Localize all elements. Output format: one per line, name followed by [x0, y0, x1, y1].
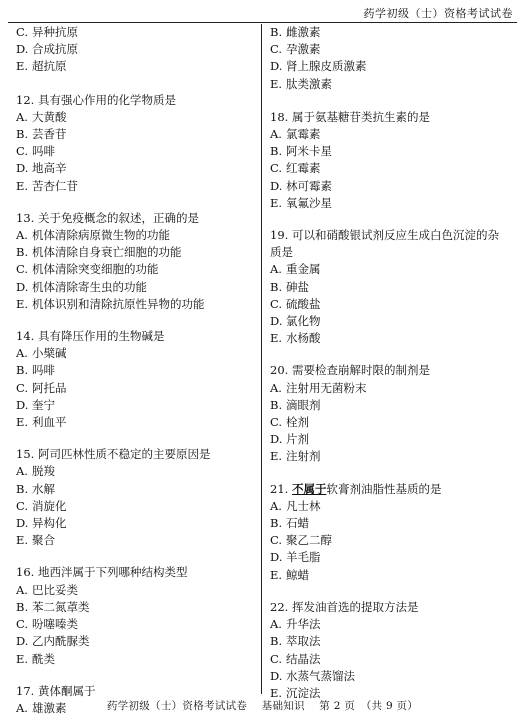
answer-option	[270, 380, 510, 397]
answer-option	[16, 481, 255, 498]
question-11-tail	[16, 24, 255, 76]
option-letter: E.	[270, 76, 283, 91]
option-letter: D.	[16, 516, 29, 531]
answer-option	[16, 515, 255, 532]
answer-option	[16, 633, 255, 650]
option-letter: C.	[16, 25, 29, 39]
option-text: 注射用无菌粉末	[286, 380, 367, 395]
answer-option	[270, 651, 510, 668]
question-13	[16, 210, 255, 313]
option-letter: E.	[16, 415, 29, 430]
answer-option	[270, 279, 510, 296]
answer-option	[270, 431, 510, 448]
option-letter: C.	[270, 42, 283, 57]
option-text: 合成抗原	[32, 42, 78, 57]
answer-option	[16, 58, 255, 75]
right-column	[262, 24, 516, 700]
question-stem: 15. 阿司匹林性质不稳定的主要原因是	[16, 447, 211, 462]
option-letter: C.	[270, 161, 283, 176]
option-letter: A.	[16, 228, 28, 243]
option-letter: E.	[270, 449, 283, 464]
answer-option	[16, 532, 255, 549]
option-letter: C.	[270, 651, 283, 666]
option-letter: B.	[270, 516, 283, 531]
option-text: 机体清除自身衰亡细胞的功能	[32, 245, 182, 260]
header-rule	[8, 22, 517, 23]
option-letter: B.	[270, 144, 283, 159]
option-text: 片剂	[286, 432, 309, 447]
option-text: 栓剂	[286, 415, 309, 430]
option-text: 重金属	[286, 262, 321, 277]
question-stem: 20. 需要检查崩解时限的制剂是	[270, 363, 430, 378]
question-number: 21.	[270, 481, 292, 496]
option-letter: D.	[270, 59, 283, 74]
option-text: 聚合	[32, 533, 55, 548]
answer-option	[16, 414, 255, 431]
option-text: 凡士林	[286, 498, 321, 513]
answer-option	[270, 261, 510, 278]
option-text: 乙内酰脲类	[32, 634, 90, 649]
answer-option	[16, 599, 255, 616]
option-text: 吗啡	[32, 363, 55, 378]
answer-option	[16, 651, 255, 668]
answer-option	[16, 345, 255, 362]
answer-option	[270, 160, 510, 177]
option-letter: B.	[16, 599, 29, 614]
option-letter: C.	[16, 144, 29, 159]
option-letter: C.	[270, 533, 283, 548]
option-text: 机体清除病原微生物的功能	[32, 228, 170, 243]
answer-option	[16, 227, 255, 244]
answer-option	[16, 397, 255, 414]
answer-option	[270, 41, 510, 58]
option-letter: D.	[16, 42, 29, 57]
answer-option	[270, 616, 510, 633]
option-text: 结晶法	[286, 651, 321, 666]
option-text: 芸香苷	[32, 127, 67, 142]
question-stem: 14. 具有降压作用的生物碱是	[16, 329, 165, 344]
option-text: 聚乙二醇	[286, 533, 332, 548]
option-letter: B.	[16, 363, 29, 378]
option-letter: A.	[270, 380, 282, 395]
answer-option	[16, 582, 255, 599]
option-letter: D.	[270, 314, 283, 329]
answer-option	[270, 633, 510, 650]
option-text: 注射剂	[286, 449, 321, 464]
answer-option	[270, 397, 510, 414]
question-16	[16, 564, 255, 667]
answer-option	[16, 178, 255, 195]
option-text: 氧氟沙星	[286, 195, 332, 210]
option-text: 巴比妥类	[32, 582, 78, 597]
option-letter: A.	[16, 582, 28, 597]
answer-option	[16, 143, 255, 160]
answer-option	[270, 296, 510, 313]
option-text: 阿米卡星	[286, 144, 332, 159]
page-header: 药学初级（士）资格考试试卷	[363, 7, 513, 20]
option-text: 水蒸气蒸馏法	[286, 668, 355, 683]
answer-option	[16, 362, 255, 379]
option-letter: E.	[270, 195, 283, 210]
emphasis-text: 不属于	[291, 481, 327, 496]
answer-option	[270, 76, 510, 93]
option-text: 林可霉素	[286, 178, 332, 193]
option-text: 异构化	[32, 516, 67, 531]
answer-option	[270, 58, 510, 75]
option-text: 肽类激素	[286, 76, 332, 91]
answer-option	[16, 380, 255, 397]
option-letter: B.	[16, 127, 29, 142]
answer-option	[16, 24, 255, 41]
question-stem: 13. 关于免疫概念的叙述，正确的是	[16, 210, 199, 225]
option-letter: D.	[270, 432, 283, 447]
page-footer: 药学初级（士）资格考试试卷 基础知识 第 2 页 （共 9 页）	[106, 700, 419, 712]
question-stem	[270, 481, 510, 498]
question-14	[16, 328, 255, 431]
option-text: 吩噻嗪类	[32, 617, 78, 632]
answer-option	[270, 567, 510, 584]
answer-option	[270, 498, 510, 515]
option-text: 硫酸盐	[286, 296, 321, 311]
option-letter: D.	[270, 668, 283, 683]
option-text: 脱羧	[32, 464, 55, 479]
answer-option	[270, 313, 510, 330]
option-text: 水杨酸	[286, 331, 321, 346]
option-letter: D.	[16, 279, 29, 294]
option-text: 石蜡	[286, 516, 309, 531]
answer-option	[270, 448, 510, 465]
option-text: 异种抗原	[32, 25, 78, 39]
option-letter: E.	[16, 533, 29, 548]
option-letter: D.	[16, 161, 29, 176]
answer-option	[16, 279, 255, 296]
option-text: 羊毛脂	[286, 550, 321, 565]
answer-option	[270, 24, 510, 41]
option-text: 苦杏仁苷	[32, 178, 78, 193]
option-letter: E.	[16, 178, 29, 193]
answer-option	[16, 463, 255, 480]
question-stem: 19. 可以和硝酸银试剂反应生成白色沉淀的杂质是	[270, 228, 499, 260]
option-letter: C.	[16, 262, 29, 277]
option-letter: A.	[16, 346, 28, 361]
option-letter: B.	[16, 245, 29, 260]
option-letter: D.	[270, 550, 283, 565]
option-letter: C.	[16, 617, 29, 632]
answer-option	[270, 549, 510, 566]
question-22	[270, 599, 510, 702]
answer-option	[270, 143, 510, 160]
option-letter: C.	[270, 415, 283, 430]
question-17-continued	[270, 24, 510, 93]
option-letter: E.	[16, 651, 29, 666]
option-letter: A.	[270, 127, 282, 142]
answer-option	[16, 616, 255, 633]
answer-option	[16, 109, 255, 126]
option-letter: B.	[270, 397, 283, 412]
option-letter: B.	[270, 634, 283, 649]
option-letter: A.	[270, 617, 282, 632]
option-text: 雌激素	[286, 25, 321, 39]
option-letter: D.	[16, 397, 29, 412]
option-text: 机体清除突变细胞的功能	[32, 262, 159, 277]
option-text: 奎宁	[32, 397, 55, 412]
option-letter: E.	[270, 331, 283, 346]
option-text: 地高辛	[32, 161, 67, 176]
option-text: 苯二氮䓬类	[32, 599, 90, 614]
option-text: 孕激素	[286, 42, 321, 57]
answer-option	[16, 126, 255, 143]
option-text: 红霉素	[286, 161, 321, 176]
option-text: 小檗碱	[32, 346, 67, 361]
option-letter: E.	[270, 685, 283, 700]
option-letter: A.	[270, 498, 282, 513]
option-text: 升华法	[286, 617, 321, 632]
question-21	[270, 481, 510, 584]
answer-option	[270, 668, 510, 685]
answer-option	[16, 244, 255, 261]
option-text: 沉淀法	[286, 685, 321, 700]
answer-option	[270, 126, 510, 143]
option-text: 萃取法	[286, 634, 321, 649]
option-letter: A.	[16, 464, 28, 479]
stem-text: 软膏剂油脂性基质的是	[326, 481, 442, 496]
option-letter: A.	[270, 262, 282, 277]
question-19	[270, 227, 510, 347]
question-12	[16, 92, 255, 195]
question-stem: 12. 具有强心作用的化学物质是	[16, 92, 176, 107]
answer-option	[270, 414, 510, 431]
option-text: 氯霉素	[286, 127, 321, 142]
option-text: 大黄酸	[32, 109, 67, 124]
option-text: 机体识别和清除抗原性异物的功能	[32, 296, 205, 311]
answer-option	[270, 178, 510, 195]
option-letter: E.	[16, 296, 29, 311]
answer-option	[16, 41, 255, 58]
option-letter: E.	[270, 567, 283, 582]
question-15	[16, 446, 255, 549]
option-text: 雄激素	[32, 700, 67, 715]
option-letter: A.	[16, 700, 28, 715]
answer-option	[270, 515, 510, 532]
option-letter: D.	[270, 178, 283, 193]
answer-option	[16, 160, 255, 177]
answer-option	[270, 330, 510, 347]
left-column	[8, 24, 262, 715]
option-letter: B.	[270, 279, 283, 294]
question-stem: 18. 属于氨基糖苷类抗生素的是	[270, 109, 430, 124]
answer-option	[16, 296, 255, 313]
option-letter: C.	[270, 296, 283, 311]
question-stem: 17. 黄体酮属于	[16, 683, 96, 698]
option-text: 鲸蜡	[286, 567, 309, 582]
question-18	[270, 109, 510, 212]
option-text: 阿托品	[32, 380, 67, 395]
option-letter: B.	[270, 25, 283, 39]
option-text: 滴眼剂	[286, 397, 321, 412]
question-20	[270, 362, 510, 465]
option-letter: B.	[16, 481, 29, 496]
option-text: 超抗原	[32, 59, 67, 74]
question-stem: 16. 地西泮属于下列哪种结构类型	[16, 565, 188, 580]
option-text: 酰类	[32, 651, 55, 666]
option-text: 肾上腺皮质激素	[286, 59, 367, 74]
option-letter: C.	[16, 380, 29, 395]
option-letter: E.	[16, 59, 29, 74]
option-letter: D.	[16, 634, 29, 649]
option-text: 水解	[32, 481, 55, 496]
option-letter: A.	[16, 109, 28, 124]
answer-option	[270, 532, 510, 549]
option-text: 利血平	[32, 415, 67, 430]
option-text: 机体清除寄生虫的功能	[32, 279, 147, 294]
answer-option	[16, 261, 255, 278]
answer-option	[16, 498, 255, 515]
option-letter: C.	[16, 498, 29, 513]
option-text: 吗啡	[32, 144, 55, 159]
option-text: 消旋化	[32, 498, 67, 513]
question-stem: 22. 挥发油首选的提取方法是	[270, 599, 419, 614]
option-text: 氯化物	[286, 314, 321, 329]
answer-option	[270, 195, 510, 212]
option-text: 砷盐	[286, 279, 309, 294]
